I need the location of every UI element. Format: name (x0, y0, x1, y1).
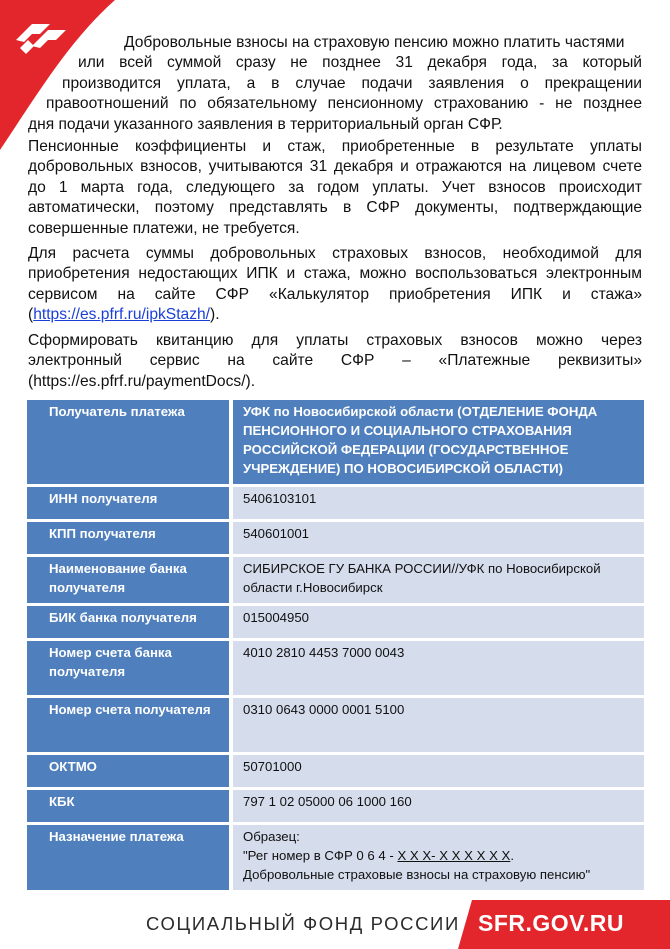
row-value: 015004950 (233, 606, 644, 638)
row-label: Номер счета банка получателя (27, 641, 233, 695)
purpose-sample-label: Образец: (243, 829, 300, 844)
footer-org-name: СОЦИАЛЬНЫЙ ФОНД РОССИИ (146, 913, 460, 934)
calculator-paragraph (28, 244, 642, 326)
table-row (27, 825, 644, 890)
row-value: 540601001 (233, 522, 644, 554)
payment-details-table (27, 397, 644, 893)
row-value: 4010 2810 4453 7000 0043 (233, 641, 644, 695)
table-row (27, 522, 644, 554)
intro-line: Добровольные взносы на страховую пенсию можно платить частями (124, 34, 625, 51)
purpose-end: . (510, 848, 514, 863)
receipt-paragraph: Сформировать квитанцию для уплаты страховых взносов можно через электронный сервис на сайте СФР – «Платежные реквизиты» (https://es.pfrf.ru/paymentDocs/). (28, 332, 642, 390)
purpose-mask: Х Х Х- Х Х Х Х Х Х (397, 848, 511, 863)
purpose-text: Добровольные страховые взносы на страховую пенсию" (243, 867, 591, 882)
row-label: КПП получателя (27, 522, 233, 554)
intro-line: производится уплата, а в случае подачи заявления о прекращении (62, 74, 642, 92)
table-row (27, 698, 644, 752)
row-value (233, 825, 644, 890)
calculator-link[interactable]: https://es.pfrf.ru/ipkStazh/ (33, 306, 211, 324)
intro-paragraph (28, 33, 642, 135)
calculator-text: Для расчета суммы добровольных страховых взносов, необходимой для приобретения недостающих ИПК и стажа, можно воспользоваться электронным сервисом на сайте СФР «Калькулятор приобретения ИПК и стажа» ( (28, 245, 642, 324)
calculator-tail: ). (210, 306, 220, 324)
purpose-prefix: "Рег номер в СФР 0 6 4 - (243, 848, 398, 863)
row-label: КБК (27, 790, 233, 822)
table-row (27, 400, 644, 484)
row-value: 0310 0643 0000 0001 5100 (233, 698, 644, 752)
row-label: Получатель платежа (27, 400, 233, 484)
row-label: БИК банка получателя (27, 606, 233, 638)
table-row (27, 487, 644, 519)
table-row (27, 641, 644, 695)
row-label: ОКТМО (27, 755, 233, 787)
table-row (27, 606, 644, 638)
row-label: ИНН получателя (27, 487, 233, 519)
row-label: Номер счета получателя (27, 698, 233, 752)
row-value: 5406103101 (233, 487, 644, 519)
table-row (27, 557, 644, 603)
row-value: 50701000 (233, 755, 644, 787)
intro-line: дня подачи указанного заявления в территориальный орган СФР. (28, 115, 503, 133)
table-row (27, 755, 644, 787)
table-row (27, 790, 644, 822)
purpose-line (243, 846, 634, 865)
row-value: СИБИРСКОЕ ГУ БАНКА РОССИИ//УФК по Новосибирской области г.Новосибирск (233, 557, 644, 603)
row-value: УФК по Новосибирской области (ОТДЕЛЕНИЕ ФОНДА ПЕНСИОННОГО И СОЦИАЛЬНОГО СТРАХОВАНИЯ РОССИЙСКОЙ ФЕДЕРАЦИИ (ГОСУДАРСТВЕННОЕ УЧРЕЖДЕНИЕ) ПО НОВОСИБИРСКОЙ ОБЛАСТИ) (233, 400, 644, 484)
intro-line: правоотношений по обязательному пенсионному страхованию - не позднее (46, 95, 642, 113)
intro-line: или всей суммой сразу не позднее 31 декабря года, за который (78, 54, 642, 72)
footer-site-link[interactable]: SFR.GOV.RU (478, 910, 625, 936)
row-label: Наименование банка получателя (27, 557, 233, 603)
coefficients-paragraph: Пенсионные коэффициенты и стаж, приобретенные в результате уплаты добровольных взносов, учитываются 31 декабря и отражаются на лицевом счете до 1 марта года, следующего за годом уплаты. Учет взносов происходит автоматически, поэтому представлять в СФР документы, подтверждающие совершенные платежи, не требуется. (28, 138, 642, 237)
row-value: 797 1 02 05000 06 1000 160 (233, 790, 644, 822)
row-label: Назначение платежа (27, 825, 233, 890)
